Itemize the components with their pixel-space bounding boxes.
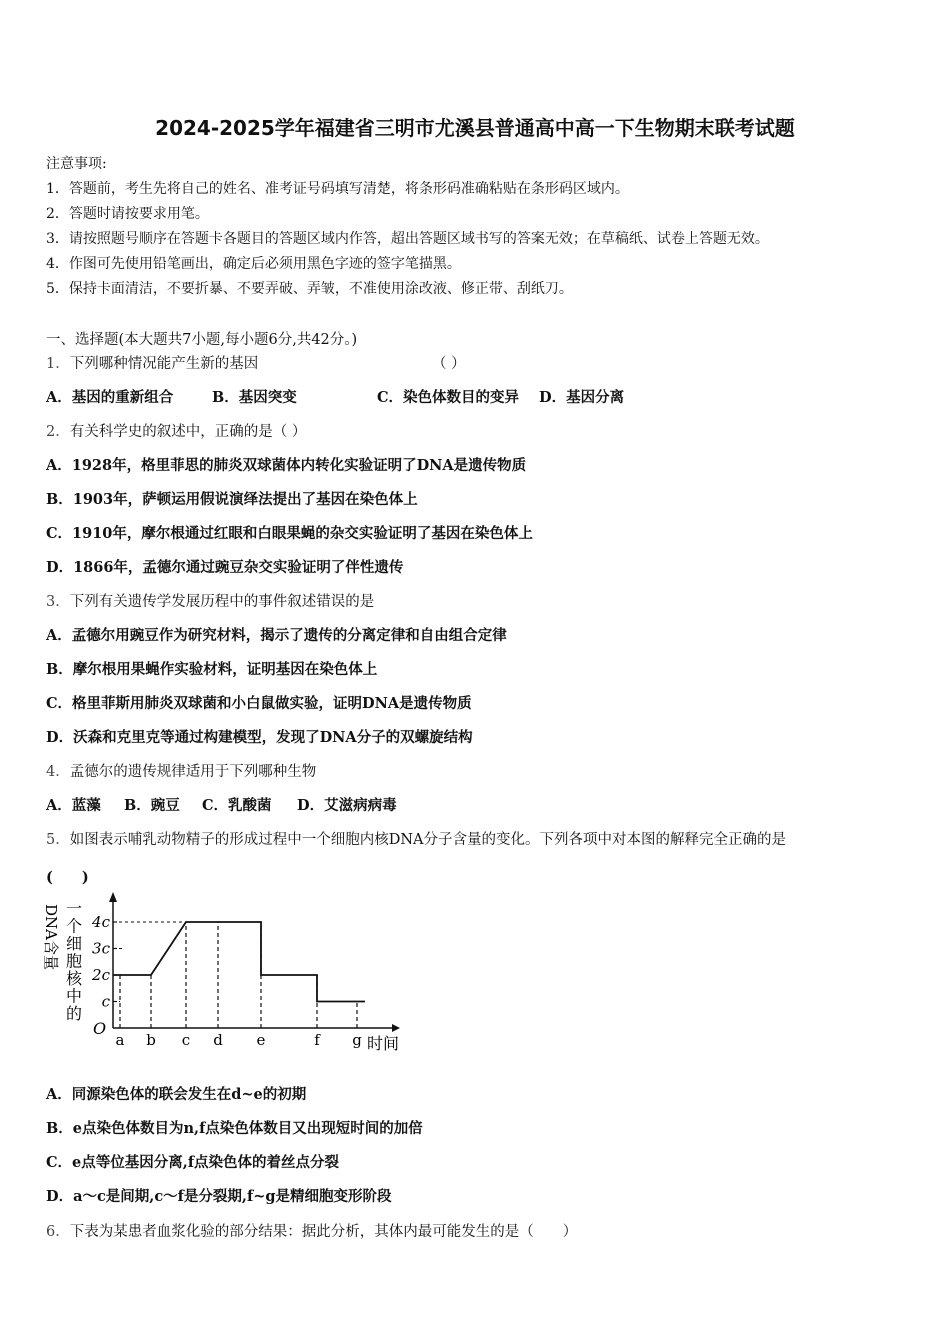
y-tick-label: c	[101, 992, 110, 1011]
y-label-char: 个	[65, 916, 83, 936]
notice-item: 3．请按照题号顺序在答题卡各题目的答题区域内作答，超出答题区域书写的答案无效；在草稿纸、试卷上答题无效。	[46, 231, 769, 247]
page-title: 2024-2025学年福建省三明市尤溪县普通高中高一下生物期末联考试题	[155, 116, 795, 140]
y-label-char: 一	[65, 899, 83, 918]
question-text: 孟德尔的遗传规律适用于下列哪种生物	[69, 764, 317, 780]
option-d: D．艾滋病病毒	[297, 797, 397, 814]
question-text: 下列有关遗传学发展历程中的事件叙述错误的是	[69, 594, 375, 610]
x-tick-label: c	[181, 1031, 191, 1049]
y-axis-label	[42, 899, 83, 1023]
option-b: B．e点染色体数目为n,f点染色体数目又出现短时间的加倍	[46, 1120, 423, 1137]
option-b: B．摩尔根用果蝇作实验材料，证明基因在染色体上	[46, 661, 378, 678]
question-4	[46, 760, 316, 781]
option-c: C．染色体数目的变异	[377, 389, 520, 406]
question-number: 3．	[46, 594, 70, 610]
y-label-char: 的	[65, 1004, 83, 1023]
option-a: A．基因的重新组合	[46, 389, 174, 406]
notice-item: 4．作图可先使用铅笔画出，确定后必须用黑色字迹的签字笔描黑。	[46, 256, 461, 272]
y-label-side: DNA含量	[42, 904, 60, 970]
question-text: 下列哪种情况能产生新的基因	[69, 356, 259, 372]
option-a: A．1928年，格里菲思的肺炎双球菌体内转化实验证明了DNA是遗传物质	[46, 457, 527, 474]
y-tick-label: 4c	[92, 913, 110, 931]
notice-heading: 注意事项:	[46, 156, 107, 172]
question-text: 有关科学史的叙述中，正确的是（ ）	[69, 424, 307, 440]
origin-label: O	[93, 1019, 107, 1038]
x-tick-label: d	[213, 1031, 223, 1049]
option-b: B．基因突变	[212, 389, 297, 406]
question-1	[46, 352, 258, 373]
answer-blank: （ ）	[432, 356, 466, 372]
y-tick-label: 3c	[92, 939, 110, 958]
y-axis-arrow	[109, 892, 117, 902]
option-c: C．乳酸菌	[202, 797, 272, 814]
x-axis-title: 时间	[367, 1034, 400, 1053]
option-a: A．蓝藻	[46, 797, 101, 814]
y-label-char: 中	[65, 986, 83, 1006]
option-c: C．格里菲斯用肺炎双球菌和小白鼠做实验，证明DNA是遗传物质	[46, 695, 472, 712]
y-label-char: 胞	[65, 951, 83, 971]
question-5	[46, 828, 786, 849]
notice-item: 5．保持卡面清洁，不要折暴、不要弄破、弄皱，不准使用涂改液、修正带、刮纸刀。	[46, 281, 573, 297]
question-2	[46, 420, 306, 441]
option-d: D．1866年，孟德尔通过豌豆杂交实验证明了伴性遗传	[46, 559, 404, 576]
option-d: D．沃森和克里克等通过构建模型，发现了DNA分子的双螺旋结构	[46, 729, 473, 746]
y-label-char: 细	[65, 934, 83, 953]
question-number: 4．	[46, 764, 70, 780]
chart-axes	[93, 892, 400, 1053]
question-number: 6．	[46, 1224, 70, 1240]
option-c: C．1910年，摩尔根通过红眼和白眼果蝇的杂交实验证明了基因在染色体上	[46, 525, 533, 542]
option-c: C．e点等位基因分离,f点染色体的着丝点分裂	[46, 1154, 340, 1171]
question-text: 下表为某患者血浆化验的部分结果：据此分析，其体内最可能发生的是（ ）	[69, 1224, 578, 1240]
question-text: 如图表示哺乳动物精子的形成过程中一个细胞内核DNA分子含量的变化。下列各项中对本图的解释完全正确的是	[69, 832, 787, 848]
option-d: D．a～c是间期,c～f是分裂期,f~g是精细胞变形阶段	[46, 1188, 392, 1205]
question-number: 1．	[46, 356, 70, 372]
option-b: B．豌豆	[124, 797, 180, 814]
option-d: D．基因分离	[539, 389, 625, 406]
option-a: A．同源染色体的联会发生在d~e的初期	[46, 1086, 307, 1103]
x-tick-label: b	[146, 1031, 156, 1049]
question-6	[46, 1220, 577, 1241]
y-label-char: 核	[65, 969, 83, 988]
x-axis-arrow	[392, 1024, 400, 1032]
x-tick-label: a	[115, 1031, 125, 1049]
option-a: A．孟德尔用豌豆作为研究材料，揭示了遗传的分离定律和自由组合定律	[46, 627, 507, 644]
question-number: 5．	[46, 832, 70, 848]
notice-item: 2．答题时请按要求用笔。	[46, 206, 209, 222]
x-tick-label: g	[352, 1031, 362, 1049]
answer-blank: ( )	[46, 869, 89, 886]
notice-item: 1．答题前，考生先将自己的姓名、准考证号码填写清楚，将条形码准确粘贴在条形码区域内。	[46, 181, 629, 197]
y-tick-label: 2c	[92, 966, 110, 984]
section-heading: 一、选择题(本大题共7小题,每小题6分,共42分。)	[46, 332, 358, 348]
option-b: B．1903年，萨顿运用假说演绎法提出了基因在染色体上	[46, 491, 418, 508]
question-number: 2．	[46, 424, 70, 440]
question-3	[46, 590, 374, 611]
dna-content-chart	[40, 888, 420, 1060]
x-tick-label: e	[256, 1031, 266, 1049]
x-tick-label: f	[314, 1031, 320, 1049]
